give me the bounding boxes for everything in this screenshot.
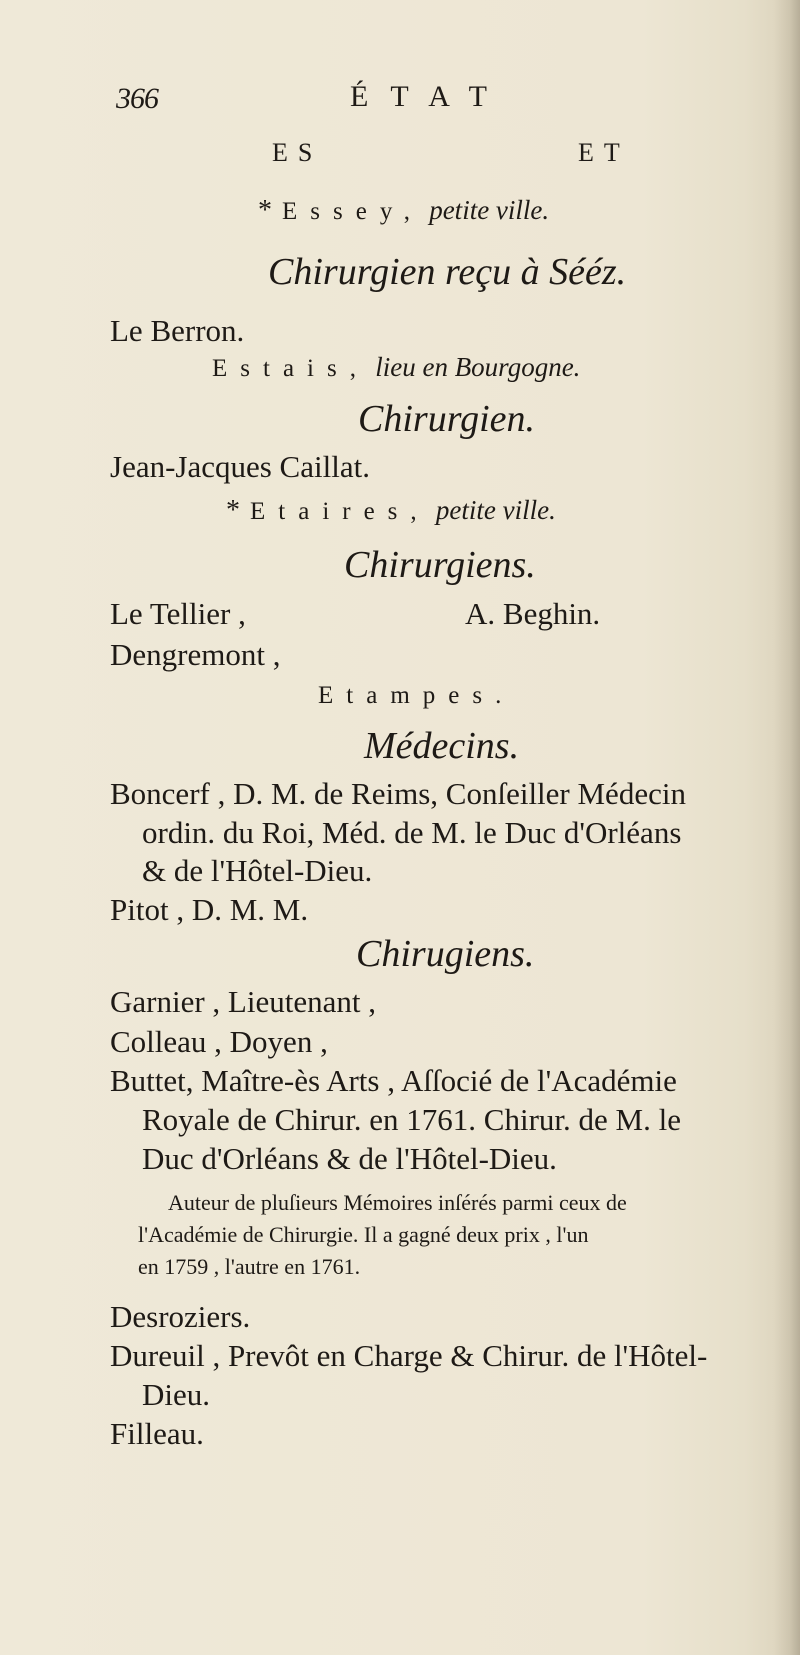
place-name: Etampes. (318, 682, 515, 709)
entry: Desroziers. (110, 1299, 251, 1334)
footnote-line: en 1759 , l'autre en 1761. (138, 1254, 361, 1279)
page-edge-shadow (774, 0, 800, 1655)
place-description: lieu en Bourgogne. (375, 352, 581, 382)
entry-continuation: Royale de Chirur. en 1761. Chirur. de M. le (142, 1102, 681, 1137)
entry-continuation: Duc d'Orléans & de l'Hôtel-Dieu. (142, 1141, 557, 1176)
heading-essey: Chirurgien reçu à Sééz. (268, 251, 627, 293)
star-mark: * (226, 495, 240, 526)
entry: Jean-Jacques Caillat. (110, 449, 370, 484)
entry: Boncerf , D. M. de Reims, Conſeiller Médecin (110, 776, 686, 811)
place-name: Etaires, (250, 498, 430, 525)
place-name: Estais, (212, 355, 369, 382)
entry: Colleau , Doyen , (110, 1024, 328, 1059)
entry: Pitot , D. M. M. (110, 892, 309, 927)
running-head: ÉTAT (350, 80, 509, 113)
entry: A. Beghin. (465, 596, 601, 631)
place-description: petite ville. (435, 495, 556, 525)
heading-estais: Chirurgien. (358, 398, 535, 440)
running-sub-left: ES (272, 138, 323, 167)
heading-chirurgiens: Chirugiens. (356, 933, 535, 975)
entry: Buttet, Maître-ès Arts , Aſſocié de l'Académie (110, 1063, 677, 1098)
place-essey (258, 195, 549, 227)
place-description: petite ville. (429, 195, 550, 225)
entry: Dureuil , Prevôt en Charge & Chirur. de l'Hôtel- (110, 1338, 708, 1373)
heading-medecins: Médecins. (364, 725, 520, 767)
entry: Le Berron. (110, 313, 245, 348)
place-estais (212, 352, 580, 383)
entry: Dengremont , (110, 637, 281, 672)
footnote-line: Auteur de pluſieurs Mémoires inſérés parmi ceux de (168, 1190, 627, 1215)
place-etaires (226, 495, 556, 527)
heading-etaires: Chirurgiens. (344, 544, 536, 586)
page-number: 366 (116, 82, 158, 115)
running-sub-right: ET (578, 138, 630, 167)
entry-continuation: & de l'Hôtel-Dieu. (142, 853, 373, 888)
place-name: Essey, (282, 198, 423, 225)
place-etampes (318, 682, 514, 710)
entry: Le Tellier , (110, 596, 246, 631)
entry-continuation: Dieu. (142, 1377, 211, 1412)
star-mark: * (258, 195, 272, 226)
entry: Garnier , Lieutenant , (110, 984, 376, 1019)
entry-continuation: ordin. du Roi, Méd. de M. le Duc d'Orléans (142, 815, 682, 850)
footnote-line: l'Académie de Chirurgie. Il a gagné deux prix , l'un (138, 1222, 589, 1247)
entry: Filleau. (110, 1416, 204, 1451)
